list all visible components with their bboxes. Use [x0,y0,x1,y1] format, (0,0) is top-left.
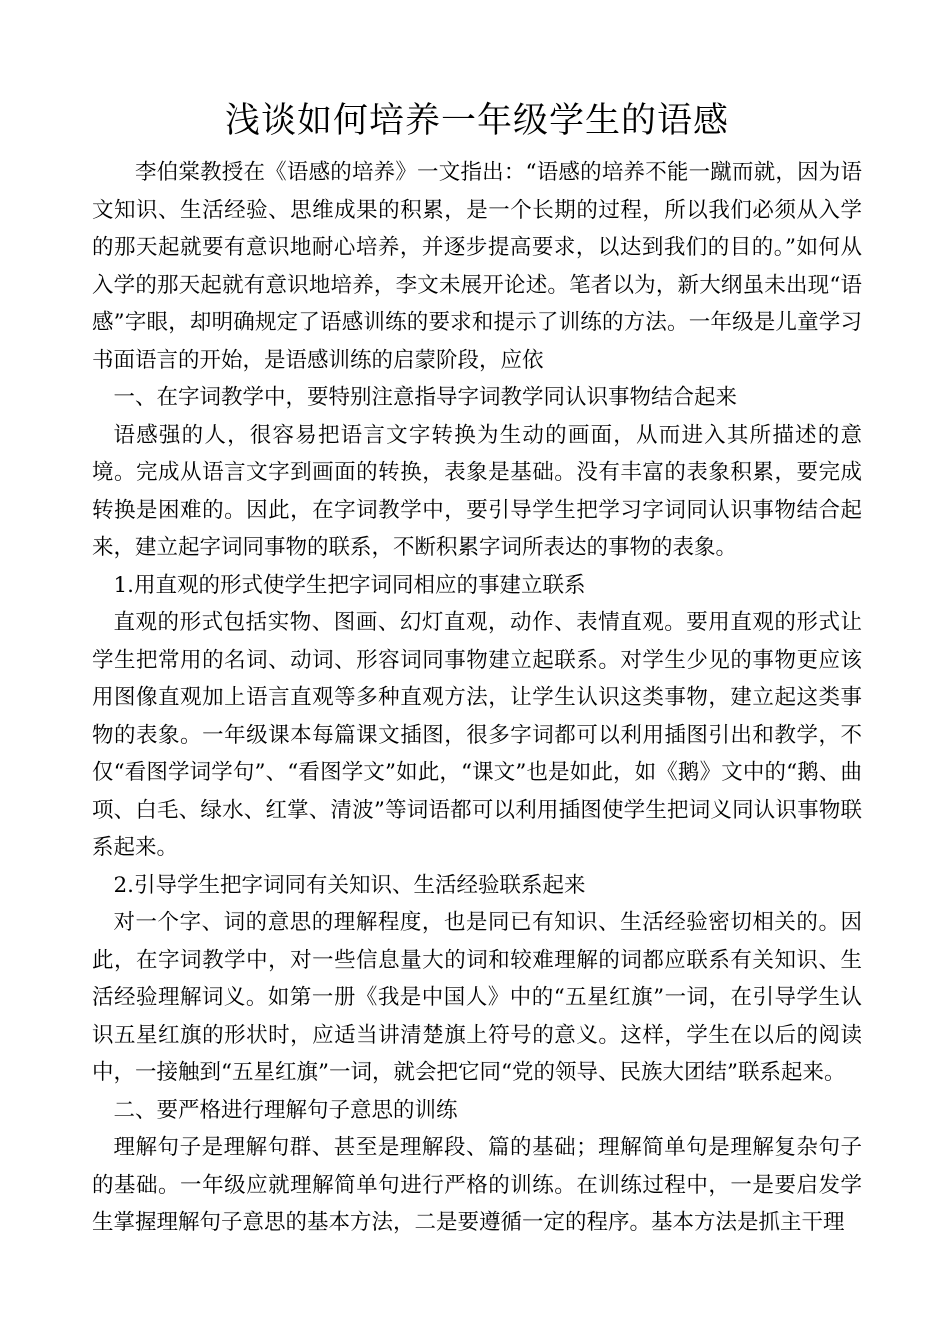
paragraph: 对一个字、词的意思的理解程度，也是同已有知识、生活经验密切相关的。因此，在字词教学中，对一些信息量大的词和较难理解的词都应联系有关知识、生活经验理解词义。如第一册《我是中国人》中的“五星红旗”一词，在引导学生认识五星红旗的形状时，应适当讲清楚旗上符号的意义。这样，学生在以后的阅读中，一接触到“五星红旗”一词，就会把它同“党的领导、民族大团结”联系起来。 [92,910,862,1085]
section-heading: 一、在字词教学中，要特别注意指导字词教学同认识事物结合起来 [113,385,738,410]
subsection-heading: 1.用直观的形式使学生把字词同相应的事建立联系 [113,572,586,598]
section-heading: 二、要严格进行理解句子意思的训练 [113,1097,458,1123]
paragraph: 语感强的人，很容易把语言文字转换为生动的画面，从而进入其所描述的意境。完成从语言文字到画面的转换，表象是基础。没有丰富的表象积累，要完成转换是困难的。因此，在字词教学中，要引导学生把学习字词同认识事物结合起来，建立起字词同事物的联系，不断积累字词所表达的事物的表象。 [92,422,862,560]
paragraph: 理解句子是理解句群、甚至是理解段、篇的基础；理解简单句是理解复杂句子的基础。一年级应就理解简单句进行严格的训练。在训练过程中，一是要启发学生掌握理解句子意思的基本方法，二是要遵循一定的程序。基本方法是抓主干理 [92,1135,862,1235]
document-body [92,154,862,1242]
paragraph: 直观的形式包括实物、图画、幻灯直观，动作、表情直观。要用直观的形式让学生把常用的名词、动词、形容词同事物建立起联系。对学生少见的事物更应该用图像直观加上语言直观等多种直观方法，让学生认识这类事物，建立起这类事物的表象。一年级课本每篇课文插图，很多字词都可以利用插图引出和教学，不仅“看图学词学句”、“看图学文”如此，“课文”也是如此，如《鹅》文中的“鹅、曲项、白毛、绿水、红掌、清波”等词语都可以利用插图使学生把词义同认识事物联系起来。 [92,610,862,860]
document-page [92,96,862,1242]
paragraph: 李伯棠教授在《语感的培养》一文指出：“语感的培养不能一蹴而就，因为语文知识、生活经验、思维成果的积累，是一个长期的过程，所以我们必须从入学的那天起就要有意识地耐心培养，并逐步提高要求，以达到我们的目的。”如何从入学的那天起就有意识地培养，李文未展开论述。笔者以为，新大纲虽未出现“语感”字眼，却明确规定了语感训练的要求和提示了训练的方法。一年级是儿童学习书面语言的开始，是语感训练的启蒙阶段，应依 [92,160,862,373]
subsection-heading: 2.引导学生把字词同有关知识、生活经验联系起来 [113,872,586,898]
document-title: 浅谈如何培养一年级学生的语感 [224,101,729,141]
